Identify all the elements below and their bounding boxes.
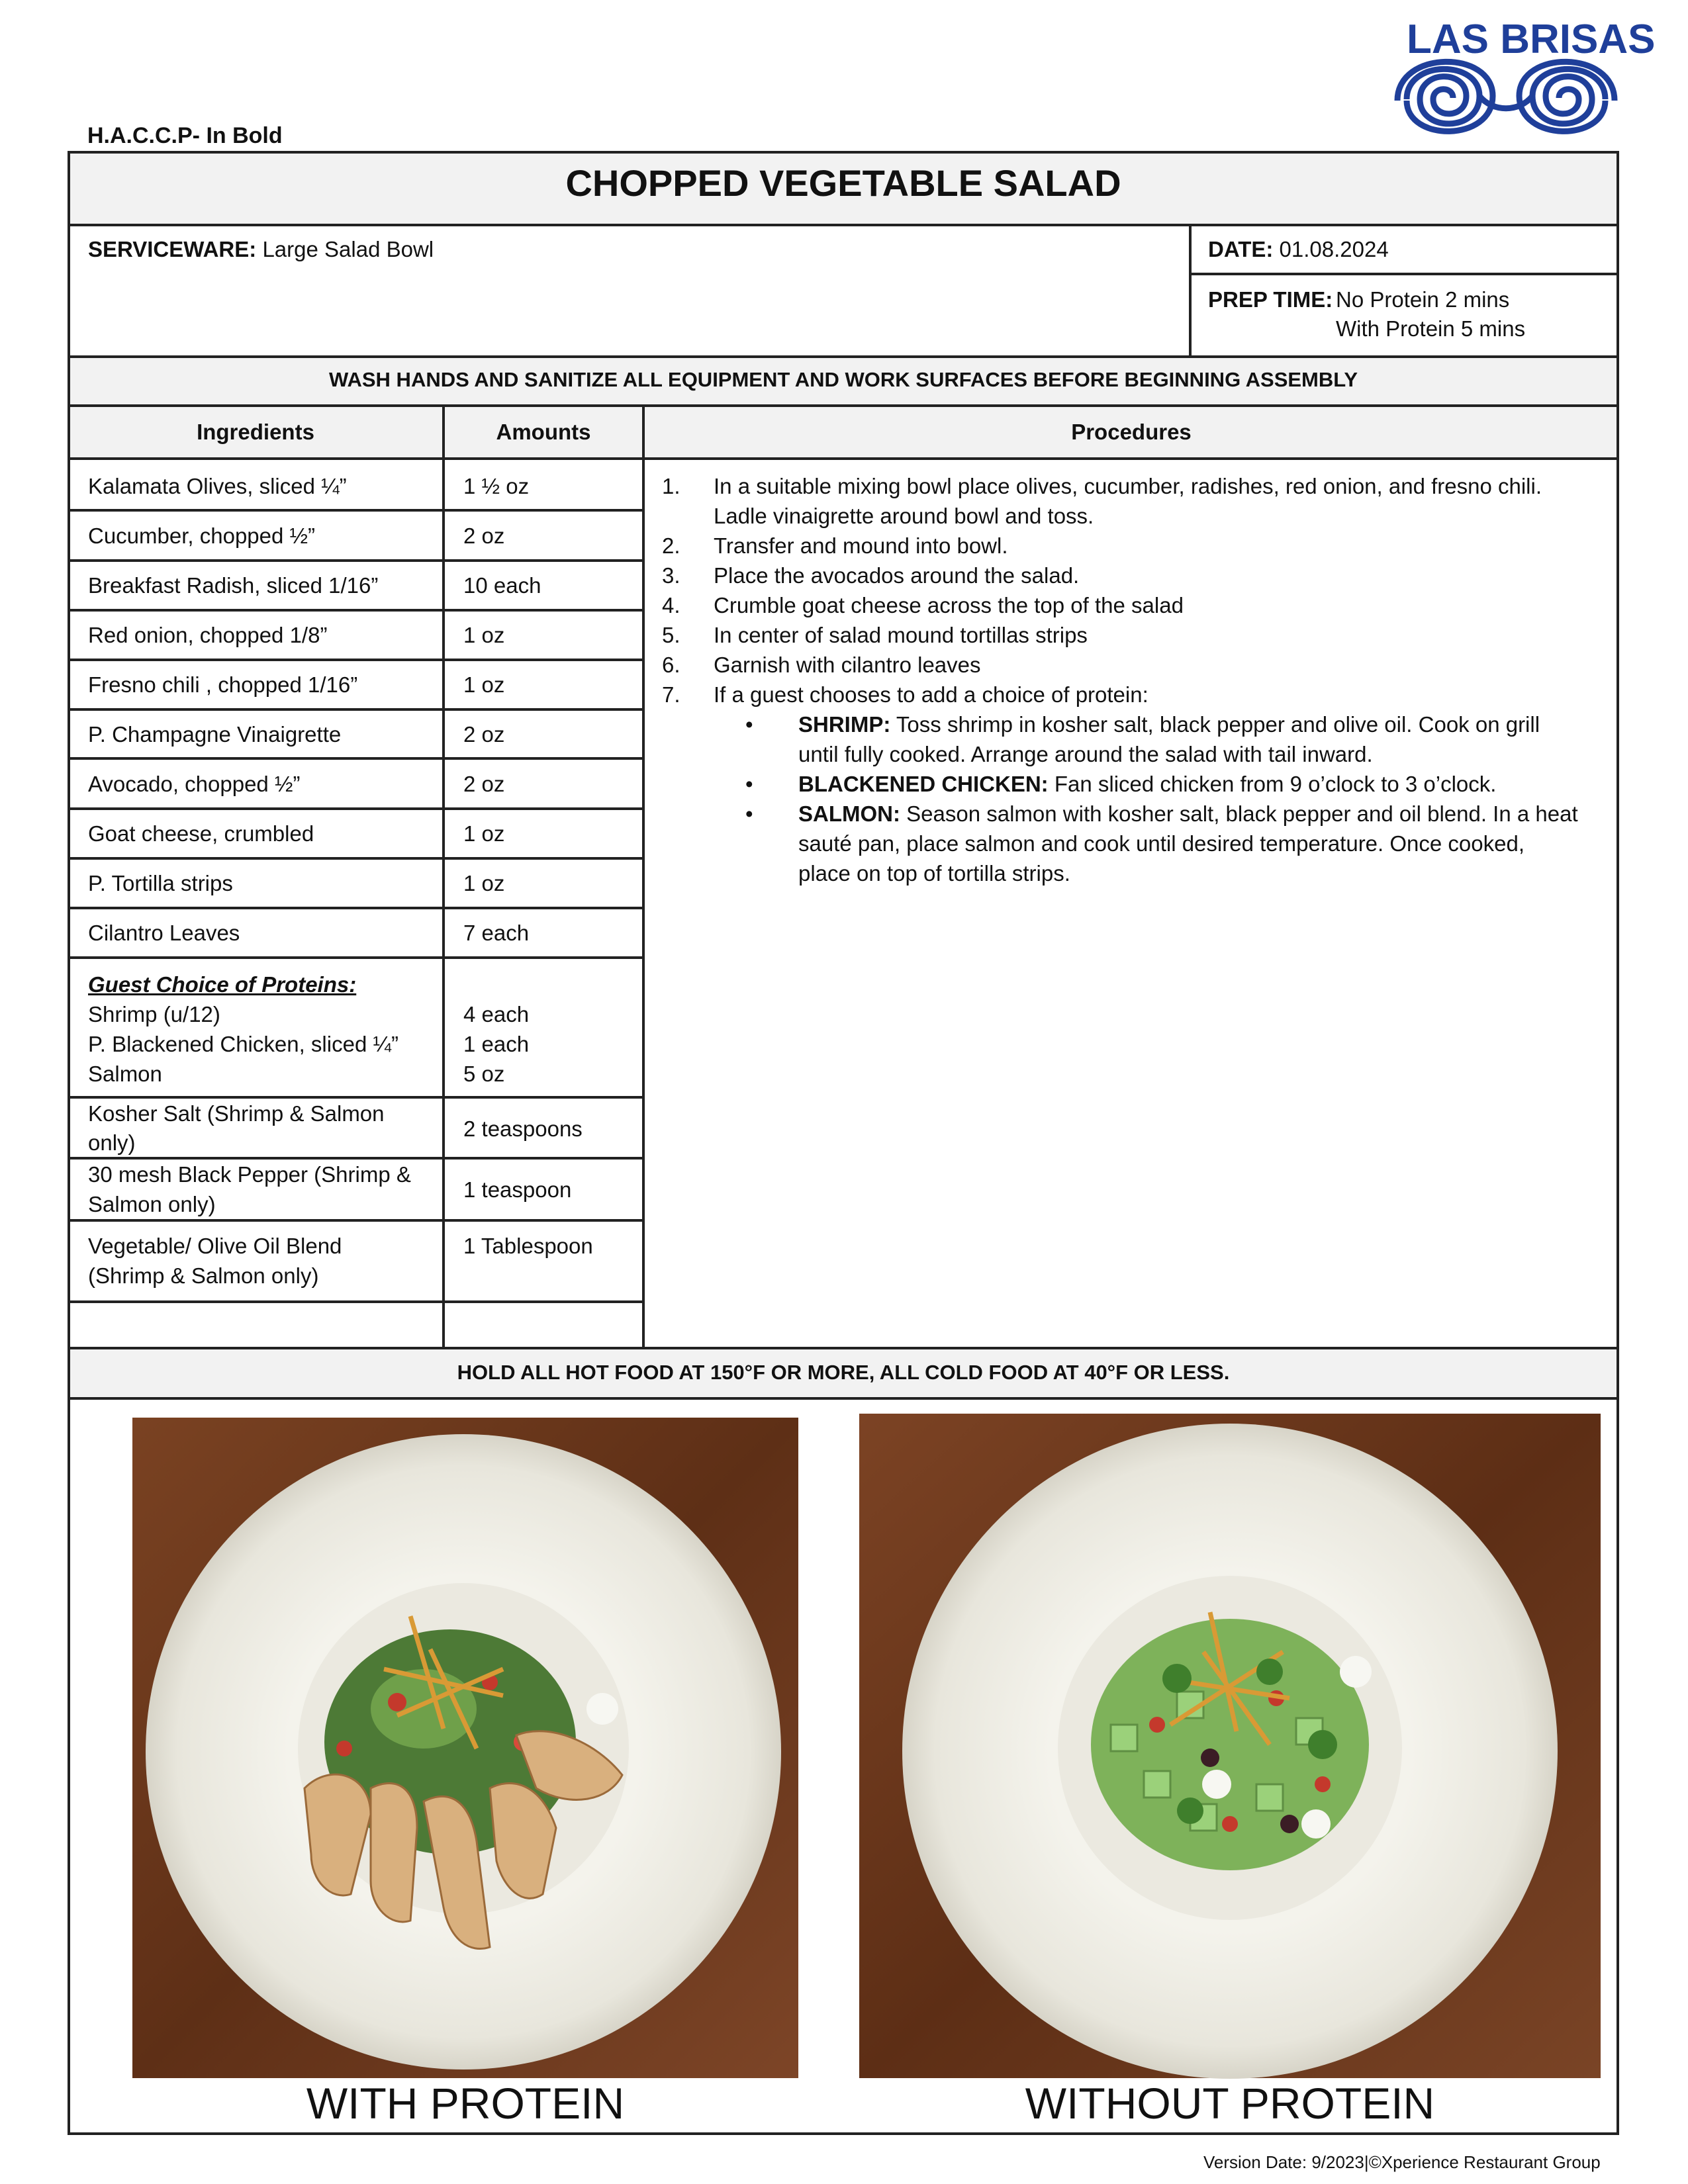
ingredient-cell: Vegetable/ Olive Oil Blend xyxy=(88,1234,342,1258)
ingredients-header: Ingredients xyxy=(197,420,314,444)
ingredient-cell-cont: Salmon only) xyxy=(88,1192,216,1216)
step-text: If a guest chooses to add a choice of protein: xyxy=(714,682,1149,707)
serviceware-value: Large Salad Bowl xyxy=(262,237,434,261)
ingredient-cell: P. Tortilla strips xyxy=(88,871,233,895)
step-number: 3. xyxy=(662,563,680,588)
protein-shrimp-cont: until fully cooked. Arrange around the salad with tail inward. xyxy=(798,742,1373,766)
amount-cell: 1 ½ oz xyxy=(463,474,530,498)
recipe-title: CHOPPED VEGETABLE SALAD xyxy=(565,162,1121,204)
amount-cell: 10 each xyxy=(463,573,541,598)
step-number: 1. xyxy=(662,474,680,498)
amount-cell: 1 each xyxy=(463,1032,530,1056)
ingredient-cell: Breakfast Radish, sliced 1/16” xyxy=(88,573,379,598)
prep-label: PREP TIME: xyxy=(1208,287,1333,312)
amount-cell: 5 oz xyxy=(463,1062,505,1086)
ingredient-cell: Shrimp (u/12) xyxy=(88,1002,220,1026)
caption-without-protein: WITHOUT PROTEIN xyxy=(1025,2079,1435,2128)
protein-shrimp: SHRIMP: Toss shrimp in kosher salt, black pepper and olive oil. Cook on grill xyxy=(798,712,1540,737)
step-text: In center of salad mound tortillas strips xyxy=(714,623,1088,647)
step-text: Transfer and mound into bowl. xyxy=(714,533,1008,558)
prep-with-protein: With Protein 5 mins xyxy=(1336,316,1526,341)
amount-cell: 1 oz xyxy=(463,871,505,895)
ingredient-cell: P. Blackened Chicken, sliced ¼” xyxy=(88,1032,399,1056)
protein-salmon-cont: sauté pan, place salmon and cook until desired temperature. Once cooked, xyxy=(798,831,1524,856)
step-number: 7. xyxy=(662,682,680,707)
las-brisas-logo xyxy=(1393,13,1656,142)
ingredient-cell: Fresno chili , chopped 1/16” xyxy=(88,672,358,697)
step-text: Garnish with cilantro leaves xyxy=(714,653,981,677)
version-footer: Version Date: 9/2023|©Xperience Restaurant Group xyxy=(1203,2152,1601,2172)
date-field xyxy=(1208,237,1389,262)
ingredient-cell: Kalamata Olives, sliced ¼” xyxy=(88,474,347,498)
ingredient-cell: Red onion, chopped 1/8” xyxy=(88,623,328,647)
bullet: • xyxy=(745,772,753,796)
step-text: Place the avocados around the salad. xyxy=(714,563,1080,588)
amount-cell: 1 oz xyxy=(463,672,505,697)
ingredient-cell: Salmon xyxy=(88,1062,162,1086)
ingredient-cell: Cilantro Leaves xyxy=(88,921,240,945)
ingredient-cell: Cucumber, chopped ½” xyxy=(88,523,316,548)
ingredient-cell: Kosher Salt (Shrimp & Salmon xyxy=(88,1101,385,1126)
amount-cell: 7 each xyxy=(463,921,530,945)
protein-group-heading: Guest Choice of Proteins: xyxy=(88,972,357,997)
wash-notice: WASH HANDS AND SANITIZE ALL EQUIPMENT AND WORK SURFACES BEFORE BEGINNING ASSEMBLY xyxy=(328,368,1358,391)
ingredient-cell: Avocado, chopped ½” xyxy=(88,772,301,796)
step-number: 6. xyxy=(662,653,680,677)
ingredient-cell-cont: (Shrimp & Salmon only) xyxy=(88,1263,319,1288)
ingredient-cell: P. Champagne Vinaigrette xyxy=(88,722,342,747)
serviceware-label: SERVICEWARE: xyxy=(88,237,257,261)
bullet: • xyxy=(745,712,753,737)
bullet: • xyxy=(745,801,753,826)
amount-cell: 4 each xyxy=(463,1002,530,1026)
step-number: 2. xyxy=(662,533,680,558)
photo-with-protein xyxy=(132,1418,798,2078)
serviceware-field xyxy=(88,237,434,262)
hold-notice: HOLD ALL HOT FOOD AT 150°F OR MORE, ALL COLD FOOD AT 40°F OR LESS. xyxy=(457,1361,1230,1384)
amount-cell: 2 oz xyxy=(463,523,505,548)
protein-salmon-cont: place on top of tortilla strips. xyxy=(798,861,1070,886)
protein-salmon: SALMON: Season salmon with kosher salt, black pepper and oil blend. In a heat xyxy=(798,801,1578,826)
step-text: In a suitable mixing bowl place olives, cucumber, radishes, red onion, and fresno chili. xyxy=(714,474,1542,498)
step-text-cont: Ladle vinaigrette around bowl and toss. xyxy=(714,504,1094,528)
ingredient-cell: Goat cheese, crumbled xyxy=(88,821,314,846)
amounts-header: Amounts xyxy=(496,420,591,444)
prep-no-protein: No Protein 2 mins xyxy=(1336,287,1510,312)
step-number: 4. xyxy=(662,593,680,617)
caption-with-protein: WITH PROTEIN xyxy=(306,2079,625,2128)
procedures-header: Procedures xyxy=(1071,420,1192,444)
date-value: 01.08.2024 xyxy=(1279,237,1389,261)
step-text: Crumble goat cheese across the top of the salad xyxy=(714,593,1184,617)
amount-cell: 2 oz xyxy=(463,772,505,796)
date-label: DATE: xyxy=(1208,237,1274,261)
amount-cell: 1 Tablespoon xyxy=(463,1234,593,1258)
ingredient-cell: 30 mesh Black Pepper (Shrimp & xyxy=(88,1162,411,1187)
amount-cell: 1 teaspoon xyxy=(463,1177,572,1202)
logo-wordmark: LAS BRISAS xyxy=(1407,17,1656,62)
step-number: 5. xyxy=(662,623,680,647)
ingredient-cell-cont: only) xyxy=(88,1130,136,1155)
photo-without-protein xyxy=(859,1414,1601,2078)
amount-cell: 2 oz xyxy=(463,722,505,747)
protein-chicken: BLACKENED CHICKEN: Fan sliced chicken from 9 o’clock to 3 o’clock. xyxy=(798,772,1497,796)
amount-cell: 2 teaspoons xyxy=(463,1116,583,1141)
haccp-note: H.A.C.C.P- In Bold xyxy=(87,123,283,148)
amount-cell: 1 oz xyxy=(463,623,505,647)
amount-cell: 1 oz xyxy=(463,821,505,846)
